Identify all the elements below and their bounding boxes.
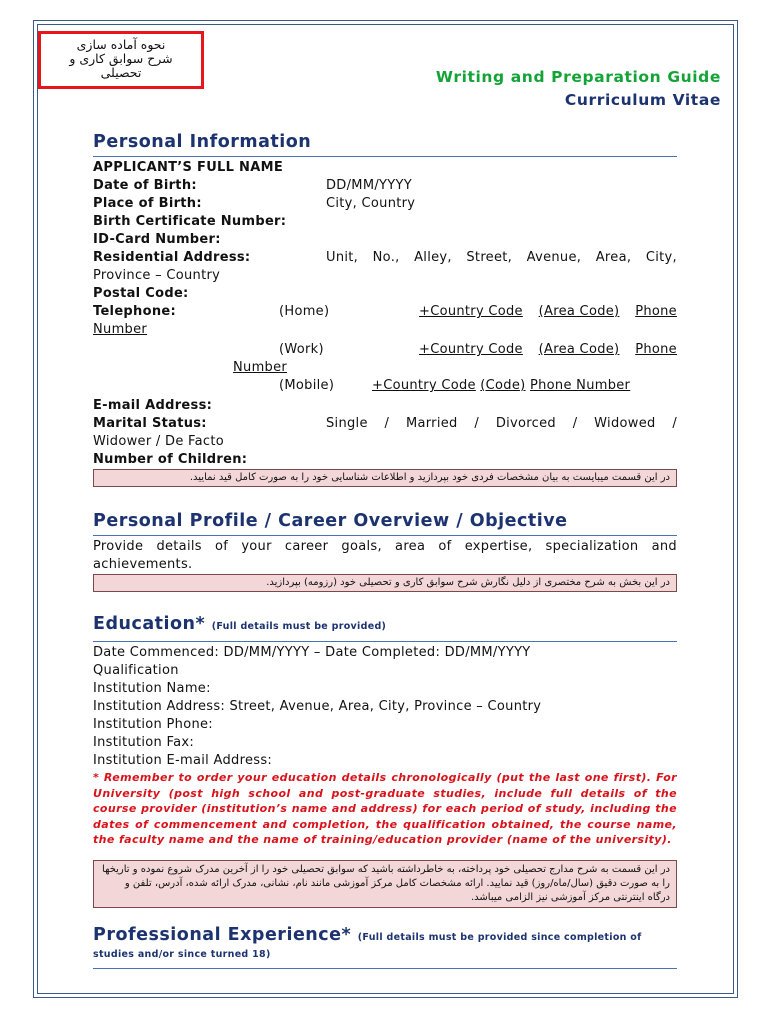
education-heading-text: Education*	[93, 614, 206, 634]
address-word: Avenue,	[526, 250, 582, 265]
spacer	[93, 377, 279, 395]
marital-word: /	[384, 416, 390, 431]
persian-guide-label-box	[38, 31, 204, 89]
phone-mobile-label: (Mobile)	[279, 378, 335, 393]
profile-word: area	[395, 539, 426, 554]
dob-row	[93, 177, 677, 195]
marital-word: Divorced	[495, 416, 556, 431]
birth-cert-label: Birth Certificate Number:	[93, 214, 287, 229]
phone-home-number-word: Number	[93, 322, 148, 337]
profile-word: your	[241, 539, 272, 554]
profile-word: of	[438, 539, 452, 554]
education-note: در این قسمت به شرح مدارج تحصیلی خود پرداخته، به خاطرداشته باشید که سوابق تحصیلی خود را از آخرین مدرک شروع نموده و تاریخها را به صورت دقیق (سال/ماه/روز) قید نمایید. ارائه مشخصات کامل مرکز آموزشی مانند نام، نشانی، مدرک ارائه شده، آدرس، تلفن و درگاه اینترنتی مرکز آموزشی نیز الزامی میباشد.	[93, 860, 677, 908]
email-label: E-mail Address:	[93, 398, 213, 413]
profile-word: details	[156, 539, 202, 554]
persian-label-line-3: تحصیلی	[100, 65, 142, 80]
country-code: +Country Code	[419, 342, 523, 357]
profile-word: expertise,	[464, 539, 533, 554]
experience-heading	[93, 924, 677, 969]
institution-email: Institution E-mail Address:	[93, 753, 273, 768]
profile-word: specialization	[545, 539, 639, 554]
marital-row	[93, 415, 677, 433]
pob-row	[93, 195, 677, 213]
address-word: Street,	[466, 250, 513, 265]
telephone-label: Telephone:	[93, 304, 176, 319]
phone-work-value	[419, 341, 677, 359]
telephone-work-row	[93, 341, 677, 359]
area-code: (Area Code)	[538, 304, 620, 319]
area-code: (Area Code)	[538, 342, 620, 357]
address-word: Area,	[595, 250, 632, 265]
education-heading-note: (Full details must be provided)	[211, 621, 387, 632]
address-label: Residential Address:	[93, 250, 251, 265]
phone-number: Phone Number	[529, 378, 631, 393]
marital-word: /	[572, 416, 578, 431]
education-heading	[93, 612, 677, 642]
marital-word: Single	[326, 416, 368, 431]
phone-home-value	[419, 303, 677, 321]
children-label: Number of Children:	[93, 452, 248, 467]
address-row	[93, 249, 677, 267]
institution-fax: Institution Fax:	[93, 735, 195, 750]
address-word: No.,	[372, 250, 400, 265]
phone-mobile-value	[372, 377, 630, 395]
education-reminder: * Remember to order your education details chronologically (put the last one first). For University (post high school and post-graduate studies, include full details of the course provider (institution’s name and address) for each period of study, including the dates of commencement and completion, the qualification obtained, the course name, the faculty name and the name of training/education provider (name of the university).	[93, 771, 677, 846]
pob-value: City, Country	[326, 196, 416, 211]
guide-subtitle: Curriculum Vitae	[564, 91, 721, 109]
marital-word: /	[474, 416, 480, 431]
institution-phone: Institution Phone:	[93, 717, 213, 732]
phone-work-label: (Work)	[279, 342, 324, 357]
profile-note: در این بخش به شرح مختصری از دلیل نگارش شرح سوابق کاری و تحصیلی خود (رزومه) بپردازید.	[93, 574, 677, 592]
phone-word: Phone	[635, 304, 677, 319]
marital-word: Widowed	[594, 416, 656, 431]
profile-heading: Personal Profile / Career Overview / Objective	[93, 509, 677, 536]
address-value	[326, 249, 677, 267]
id-card-label: ID-Card Number:	[93, 232, 221, 247]
education-dates: Date Commenced: DD/MM/YYYY – Date Completed: DD/MM/YYYY	[93, 645, 531, 660]
profile-word: and	[651, 539, 677, 554]
marital-label: Marital Status:	[93, 416, 207, 431]
telephone-home-row	[93, 303, 677, 321]
experience-heading-note: (Full details must be provided since completion of studies and/or since turned 18)	[93, 931, 642, 960]
institution-address: Institution Address: Street, Avenue, Area, City, Province – Country	[93, 699, 542, 714]
marital-word: /	[672, 416, 677, 431]
address-word: Unit,	[326, 250, 359, 265]
address-word: Alley,	[414, 250, 452, 265]
marital-options	[326, 415, 677, 433]
profile-text	[93, 538, 677, 556]
persian-label-line-2: شرح سوابق کاری و	[69, 51, 173, 66]
code: (Code)	[480, 378, 526, 393]
phone-home-label: (Home)	[279, 304, 330, 319]
country-code: +Country Code	[419, 304, 523, 319]
document-content	[93, 130, 677, 971]
address-word: City,	[645, 250, 677, 265]
profile-word: Provide	[93, 539, 144, 554]
postal-code-label: Postal Code:	[93, 286, 189, 301]
personal-info-heading: Personal Information	[93, 130, 677, 157]
persian-label-line-1: نحوه آماده سازی	[76, 37, 166, 52]
profile-text-continuation: achievements.	[93, 557, 193, 572]
marital-continuation: Widower / De Facto	[93, 434, 224, 449]
marital-word: Married	[405, 416, 458, 431]
institution-name: Institution Name:	[93, 681, 211, 696]
address-continuation: Province – Country	[93, 268, 221, 283]
education-qualification: Qualification	[93, 663, 179, 678]
telephone-mobile-row	[93, 377, 677, 395]
profile-word: of	[215, 539, 229, 554]
dob-value: DD/MM/YYYY	[326, 178, 412, 193]
pob-label: Place of Birth:	[93, 196, 202, 211]
guide-title: Writing and Preparation Guide	[435, 68, 721, 86]
spacer	[93, 341, 279, 359]
dob-label: Date of Birth:	[93, 178, 197, 193]
applicant-full-name: APPLICANT’S FULL NAME	[93, 160, 284, 175]
profile-word: goals,	[341, 539, 382, 554]
experience-heading-text: Professional Experience*	[93, 924, 352, 945]
country-code: +Country Code	[372, 378, 476, 393]
personal-info-note: در این قسمت میبایست به بیان مشخصات فردی خود بپردازید و اطلاعات شناسایی خود را به صورت کامل قید نمایید.	[93, 469, 677, 487]
phone-word: Phone	[635, 342, 677, 357]
profile-word: career	[284, 539, 329, 554]
phone-work-number-word: Number	[233, 360, 288, 375]
